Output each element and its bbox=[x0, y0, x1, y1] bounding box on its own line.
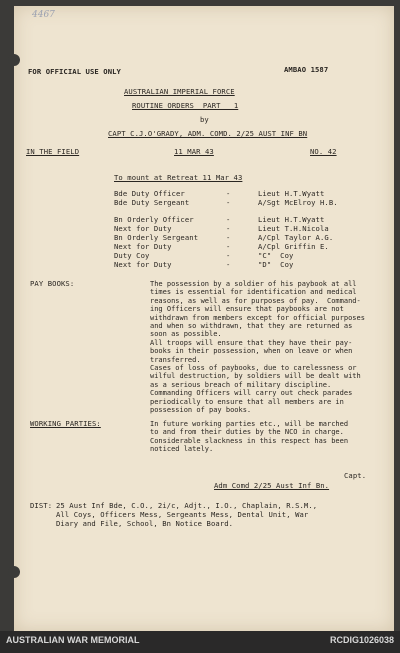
classification-line: FOR OFFICIAL USE ONLY bbox=[28, 67, 121, 76]
mount-line: To mount at Retreat 11 Mar 43 bbox=[114, 173, 243, 182]
distribution-line: 25 Aust Inf Bde, C.O., 2i/c, Adjt., I.O., Chaplain, R.S.M., bbox=[56, 501, 318, 510]
date-line: 11 MAR 43 bbox=[174, 147, 214, 156]
document-page bbox=[14, 6, 394, 631]
duty-name: A/Cpl Griffin E. bbox=[258, 242, 329, 251]
duty-name: A/Sgt McElroy H.B. bbox=[258, 198, 338, 207]
paragraph-line: ing Officers will ensure that paybooks are not bbox=[150, 305, 344, 314]
signature-rank: Capt. bbox=[344, 471, 367, 480]
paragraph-line: soon as possible. bbox=[150, 330, 222, 339]
duty-name: "D" Coy bbox=[258, 260, 294, 269]
duty-dash: - bbox=[226, 233, 231, 242]
duty-role: Bn Orderly Sergeant bbox=[114, 233, 199, 242]
duty-dash: - bbox=[226, 260, 231, 269]
by-line: by bbox=[200, 115, 209, 124]
duty-role: Bn Orderly Officer bbox=[114, 215, 194, 224]
orders-title: ROUTINE ORDERS PART 1 bbox=[132, 101, 239, 110]
force-title: AUSTRALIAN IMPERIAL FORCE bbox=[124, 87, 235, 96]
paragraph-line: and when so withdrawn, that they are returned as bbox=[150, 322, 353, 330]
paragraph-line: noticed lately. bbox=[150, 445, 214, 454]
duty-dash: - bbox=[226, 242, 231, 251]
distribution-label: DIST: bbox=[30, 501, 53, 510]
duty-role: Next for Duty bbox=[114, 224, 172, 233]
duty-role: Bde Duty Sergeant bbox=[114, 198, 190, 207]
paragraph-line: times is essential for identification and medical bbox=[150, 288, 357, 297]
paragraph-line: books in their possession, when on leave or when bbox=[150, 347, 353, 356]
paragraph-line: as a serious breach of military discipline. bbox=[150, 380, 332, 389]
punch-hole bbox=[8, 566, 20, 578]
duty-name: Lieut T.H.Nicola bbox=[258, 224, 329, 233]
paragraph-line: Considerable slackness in this respect has been bbox=[150, 436, 349, 445]
duty-role: Bde Duty Officer bbox=[114, 189, 185, 198]
paragraph-line: reasons, as well as for purposes of pay. Command- bbox=[150, 296, 361, 305]
paragraph-line: possession of pay books. bbox=[150, 406, 252, 414]
duty-role: Duty Coy bbox=[114, 251, 150, 260]
reference-number: AMBAO 1587 bbox=[284, 65, 329, 74]
paragraph-line: Commanding Officers will carry out check parades bbox=[150, 389, 353, 398]
paragraph-line: wilful destruction, by soldiers will be dealt with bbox=[150, 372, 361, 381]
handwritten-note: 4467 bbox=[32, 10, 55, 20]
duty-dash: - bbox=[226, 198, 231, 207]
paragraph-line: Cases of loss of paybooks, due to carelessness or bbox=[150, 364, 357, 372]
distribution-line: All Coys, Officers Mess, Sergeants Mess, Dental Unit, War bbox=[56, 510, 309, 519]
duty-dash: - bbox=[226, 189, 231, 198]
footer-record-id: RCDIG1026038 bbox=[329, 635, 394, 645]
place-line: IN THE FIELD bbox=[26, 147, 80, 156]
paragraph-line: All troops will ensure that they have their pay- bbox=[150, 338, 353, 347]
paragraph-line: In future working parties etc., will be marched bbox=[150, 420, 349, 428]
duty-role: Next for Duty bbox=[114, 260, 172, 269]
paragraph-line: The possession by a soldier of his paybook at all bbox=[150, 280, 357, 288]
pay-books-heading: PAY BOOKS: bbox=[30, 279, 75, 288]
punch-hole bbox=[8, 54, 20, 66]
footer-source: AUSTRALIAN WAR MEMORIAL bbox=[6, 635, 140, 645]
distribution-line: Diary and File, School, Bn Notice Board. bbox=[56, 519, 234, 528]
duty-dash: - bbox=[226, 251, 231, 260]
duty-name: A/Cpl Taylor A.G. bbox=[258, 233, 334, 242]
duty-dash: - bbox=[226, 215, 231, 224]
paragraph-line: periodically to ensure that all members are in bbox=[150, 397, 344, 406]
duty-name: Lieut H.T.Wyatt bbox=[258, 189, 325, 198]
order-number: NO. 42 bbox=[310, 147, 337, 156]
working-parties-heading: WORKING PARTIES: bbox=[30, 419, 101, 428]
paragraph-line: to and from their duties by the NCO in charge. bbox=[150, 428, 344, 437]
signature-title: Adm Comd 2/25 Aust Inf Bn. bbox=[214, 481, 330, 490]
duty-name: Lieut H.T.Wyatt bbox=[258, 215, 325, 224]
paragraph-line: transferred. bbox=[150, 355, 201, 364]
duty-role: Next for Duty bbox=[114, 242, 172, 251]
archive-footer bbox=[0, 631, 400, 653]
commander-line: CAPT C.J.O'GRADY, ADM. COMD. 2/25 AUST INF BN bbox=[108, 129, 308, 138]
duty-name: "C" Coy bbox=[258, 251, 294, 260]
duty-dash: - bbox=[226, 224, 231, 233]
paragraph-line: withdrawn from members except for official purposes bbox=[150, 313, 365, 322]
